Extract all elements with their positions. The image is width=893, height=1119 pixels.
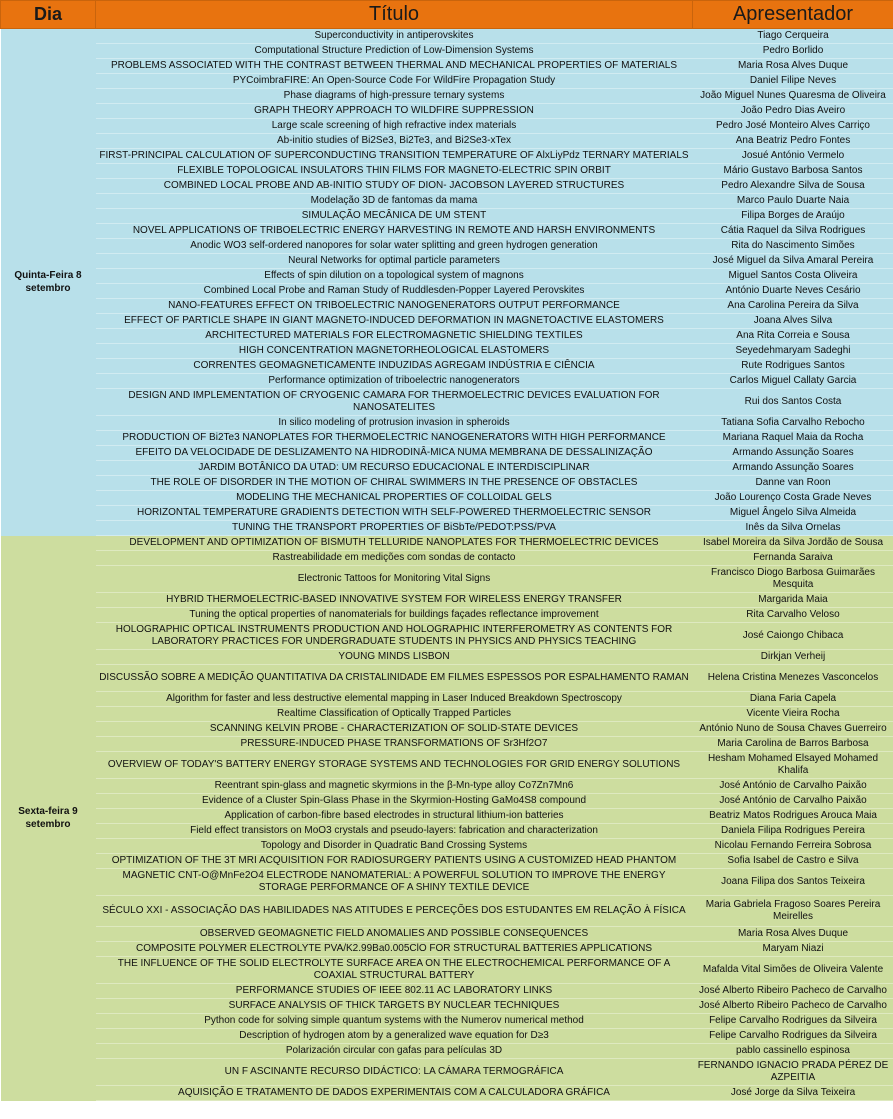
presenter-name: Rui dos Santos Costa: [693, 389, 893, 416]
table-row: [1, 809, 893, 824]
table-row: [1, 794, 893, 809]
talk-title: UN F ASCINANTE RECURSO DIDÁCTICO: LA CÁMARA TERMOGRÁFICA: [96, 1059, 693, 1086]
table-row: [1, 59, 893, 74]
talk-title: SIMULAÇÃO MECÂNICA DE UM STENT: [96, 209, 693, 224]
table-row: [1, 299, 893, 314]
talk-title: GRAPH THEORY APPROACH TO WILDFIRE SUPPRESSION: [96, 104, 693, 119]
talk-title: OVERVIEW OF TODAY'S BATTERY ENERGY STORAGE SYSTEMS AND TECHNOLOGIES FOR GRID ENERGY SOLUTIONS: [96, 752, 693, 779]
presenter-name: Miguel Ângelo Silva Almeida: [693, 506, 893, 521]
table-row: [1, 239, 893, 254]
talk-title: Application of carbon-fibre based electrodes in structural lithium-ion batteries: [96, 809, 693, 824]
table-row: [1, 89, 893, 104]
talk-title: Algorithm for faster and less destructive elemental mapping in Laser Induced Breakdown Spectroscopy: [96, 692, 693, 707]
table-row: [1, 623, 893, 650]
table-row: [1, 491, 893, 506]
presenter-name: Ana Rita Correia e Sousa: [693, 329, 893, 344]
presenter-name: Rute Rodrigues Santos: [693, 359, 893, 374]
talk-title: Field effect transistors on MoO3 crystals and pseudo-layers: fabrication and characterization: [96, 824, 693, 839]
table-row: [1, 314, 893, 329]
talk-title: HYBRID THERMOELECTRIC-BASED INNOVATIVE SYSTEM FOR WIRELESS ENERGY TRANSFER: [96, 593, 693, 608]
talk-title: Performance optimization of triboelectric nanogenerators: [96, 374, 693, 389]
talk-title: HOLOGRAPHIC OPTICAL INSTRUMENTS PRODUCTION AND HOLOGRAPHIC INTERFEROMETRY AS CONTENTS FOR LABORATORY PRACTICES FOR UNDERGRADUATE STUDENTS IN PHYSICS AND PHYSICS TEACHING: [96, 623, 693, 650]
presenter-name: Dirkjan Verheij: [693, 650, 893, 665]
talk-title: NOVEL APPLICATIONS OF TRIBOELECTRIC ENERGY HARVESTING IN REMOTE AND HARSH ENVIRONMENTS: [96, 224, 693, 239]
talk-title: HORIZONTAL TEMPERATURE GRADIENTS DETECTION WITH SELF-POWERED THERMOELECTRIC SENSOR: [96, 506, 693, 521]
table-row: [1, 344, 893, 359]
talk-title: NANO-FEATURES EFFECT ON TRIBOELECTRIC NANOGENERATORS OUTPUT PERFORMANCE: [96, 299, 693, 314]
presenter-name: Margarida Maia: [693, 593, 893, 608]
presenter-name: João Lourenço Costa Grade Neves: [693, 491, 893, 506]
talk-title: PERFORMANCE STUDIES OF IEEE 802.11 AC LABORATORY LINKS: [96, 984, 693, 999]
presenter-name: António Duarte Neves Cesário: [693, 284, 893, 299]
presenter-name: José Alberto Ribeiro Pacheco de Carvalho: [693, 984, 893, 999]
table-row: [1, 779, 893, 794]
table-row: [1, 359, 893, 374]
day-label-line1: Sexta-feira 9: [18, 806, 78, 817]
day-label-line2: setembro: [25, 283, 71, 295]
talk-title: EFFECT OF PARTICLE SHAPE IN GIANT MAGNETO-INDUCED DEFORMATION IN MAGNETOACTIVE ELASTOMERS: [96, 314, 693, 329]
talk-title: FLEXIBLE TOPOLOGICAL INSULATORS THIN FILMS FOR MAGNETO-ELECTRIC SPIN ORBIT: [96, 164, 693, 179]
talk-title: COMPOSITE POLYMER ELECTROLYTE PVA/K2.99Ba0.005ClO FOR STRUCTURAL BATTERIES APPLICATIONS: [96, 942, 693, 957]
presenter-name: Mafalda Vital Simões de Oliveira Valente: [693, 957, 893, 984]
table-row: [1, 1044, 893, 1059]
presenter-name: Joana Filipa dos Santos Teixeira: [693, 869, 893, 896]
talk-title: Ab-initio studies of Bi2Se3, Bi2Te3, and Bi2Se3-xTex: [96, 134, 693, 149]
presenter-name: José António de Carvalho Paixão: [693, 779, 893, 794]
presenter-name: José Miguel da Silva Amaral Pereira: [693, 254, 893, 269]
presenter-name: pablo cassinello espinosa: [693, 1044, 893, 1059]
presenter-name: José Alberto Ribeiro Pacheco de Carvalho: [693, 999, 893, 1014]
presenter-name: Inês da Silva Ornelas: [693, 521, 893, 536]
table-row: [1, 254, 893, 269]
presenter-name: Daniela Filipa Rodrigues Pereira: [693, 824, 893, 839]
presenter-name: Tiago Cerqueira: [693, 29, 893, 44]
presenter-name: FERNANDO IGNACIO PRADA PÉREZ DE AZPEITIA: [693, 1059, 893, 1086]
table-row: [1, 999, 893, 1014]
table-row: [1, 692, 893, 707]
column-header-apresentador: Apresentador: [693, 1, 893, 29]
table-row: [1, 374, 893, 389]
presenter-name: Felipe Carvalho Rodrigues da Silveira: [693, 1029, 893, 1044]
header-row: [1, 1, 893, 29]
talk-title: JARDIM BOTÂNICO DA UTAD: UM RECURSO EDUCACIONAL E INTERDISCIPLINAR: [96, 461, 693, 476]
table-row: [1, 839, 893, 854]
table-row: [1, 209, 893, 224]
table-row: [1, 608, 893, 623]
table-row: [1, 179, 893, 194]
talk-title: Modelação 3D de fantomas da mama: [96, 194, 693, 209]
presenter-name: Daniel Filipe Neves: [693, 74, 893, 89]
table-row: [1, 536, 893, 551]
table-row: [1, 134, 893, 149]
presenter-name: Sofia Isabel de Castro e Silva: [693, 854, 893, 869]
talk-title: Phase diagrams of high-pressure ternary systems: [96, 89, 693, 104]
presenter-name: João Pedro Dias Aveiro: [693, 104, 893, 119]
talk-title: Python code for solving simple quantum systems with the Numerov numerical method: [96, 1014, 693, 1029]
table-row: [1, 1029, 893, 1044]
column-header-dia: Dia: [1, 1, 96, 29]
table-row: [1, 566, 893, 593]
presenter-name: Mário Gustavo Barbosa Santos: [693, 164, 893, 179]
presenter-name: Tatiana Sofia Carvalho Rebocho: [693, 416, 893, 431]
presenter-name: Felipe Carvalho Rodrigues da Silveira: [693, 1014, 893, 1029]
table-row: [1, 551, 893, 566]
talk-title: SCANNING KELVIN PROBE - CHARACTERIZATION OF SOLID-STATE DEVICES: [96, 722, 693, 737]
presenter-name: Isabel Moreira da Silva Jordão de Sousa: [693, 536, 893, 551]
presenter-name: Carlos Miguel Callaty Garcia: [693, 374, 893, 389]
talk-title: YOUNG MINDS LISBON: [96, 650, 693, 665]
talk-title: THE INFLUENCE OF THE SOLID ELECTROLYTE SURFACE AREA ON THE ELECTROCHEMICAL PERFORMANCE OF A COAXIAL STRUCTURAL BATTERY: [96, 957, 693, 984]
table-row: [1, 44, 893, 59]
talk-title: DEVELOPMENT AND OPTIMIZATION OF BISMUTH TELLURIDE NANOPLATES FOR THERMOELECTRIC DEVICES: [96, 536, 693, 551]
table-row: [1, 149, 893, 164]
talk-title: AQUISIÇÃO E TRATAMENTO DE DADOS EXPERIMENTAIS COM A CALCULADORA GRÁFICA: [96, 1086, 693, 1101]
presenter-name: Francisco Diogo Barbosa Guimarães Mesquita: [693, 566, 893, 593]
presenter-name: Cátia Raquel da Silva Rodrigues: [693, 224, 893, 239]
talk-title: Combined Local Probe and Raman Study of Ruddlesden-Popper Layered Perovskites: [96, 284, 693, 299]
presenter-name: Maryam Niazi: [693, 942, 893, 957]
presenter-name: Helena Cristina Menezes Vasconcelos: [693, 665, 893, 692]
talk-title: PRESSURE-INDUCED PHASE TRANSFORMATIONS OF Sr3Hf2O7: [96, 737, 693, 752]
talk-title: PYCoimbraFIRE: An Open-Source Code For WildFire Propagation Study: [96, 74, 693, 89]
presenter-name: Diana Faria Capela: [693, 692, 893, 707]
talk-title: Large scale screening of high refractive index materials: [96, 119, 693, 134]
table-row: [1, 722, 893, 737]
presenter-name: Hesham Mohamed Elsayed Mohamed Khalifa: [693, 752, 893, 779]
table-row: [1, 1086, 893, 1101]
talk-title: Realtime Classification of Optically Trapped Particles: [96, 707, 693, 722]
day-label-line1: Quinta-Feira 8: [14, 270, 82, 282]
talk-title: DISCUSSÃO SOBRE A MEDIÇÃO QUANTITATIVA DA CRISTALINIDADE EM FILMES ESPESSOS POR ESPALHAMENTO RAMAN: [96, 665, 693, 692]
talk-title: Effects of spin dilution on a topological system of magnons: [96, 269, 693, 284]
presenter-name: Rita do Nascimento Simões: [693, 239, 893, 254]
table-row: [1, 896, 893, 927]
talk-title: Neural Networks for optimal particle parameters: [96, 254, 693, 269]
table-row: [1, 389, 893, 416]
table-row: [1, 650, 893, 665]
table-row: [1, 284, 893, 299]
talk-title: ARCHITECTURED MATERIALS FOR ELECTROMAGNETIC SHIELDING TEXTILES: [96, 329, 693, 344]
talk-title: MAGNETIC CNT-O@MnFe2O4 ELECTRODE NANOMATERIAL: A POWERFUL SOLUTION TO IMPROVE THE ENERGY STORAGE PERFORMANCE OF A SHINY TEXTILE DEVICE: [96, 869, 693, 896]
presenter-name: Danne van Roon: [693, 476, 893, 491]
talk-title: OBSERVED GEOMAGNETIC FIELD ANOMALIES AND POSSIBLE CONSEQUENCES: [96, 927, 693, 942]
presenter-name: João Miguel Nunes Quaresma de Oliveira: [693, 89, 893, 104]
table-row: [1, 869, 893, 896]
talk-title: In silico modeling of protrusion invasion in spheroids: [96, 416, 693, 431]
table-row: [1, 984, 893, 999]
talk-title: Evidence of a Cluster Spin-Glass Phase in the Skyrmion-Hosting GaMo4S8 compound: [96, 794, 693, 809]
table-row: [1, 824, 893, 839]
table-row: [1, 224, 893, 239]
table-row: [1, 752, 893, 779]
talk-title: Electronic Tattoos for Monitoring Vital Signs: [96, 566, 693, 593]
table-row: [1, 119, 893, 134]
presenter-name: Maria Rosa Alves Duque: [693, 927, 893, 942]
presenter-name: Pedro Borlido: [693, 44, 893, 59]
presenter-name: Rita Carvalho Veloso: [693, 608, 893, 623]
talk-title: Reentrant spin-glass and magnetic skyrmions in the β-Mn-type alloy Co7Zn7Mn6: [96, 779, 693, 794]
talk-title: Anodic WO3 self-ordered nanopores for solar water splitting and green hydrogen generation: [96, 239, 693, 254]
talk-title: MODELING THE MECHANICAL PROPERTIES OF COLLOIDAL GELS: [96, 491, 693, 506]
talk-title: DESIGN AND IMPLEMENTATION OF CRYOGENIC CAMARA FOR THERMOELECTRIC DEVICES EVALUATION FOR NANOSATELITES: [96, 389, 693, 416]
table-row: [1, 476, 893, 491]
column-header-titulo: Título: [96, 1, 693, 29]
presenter-name: Nicolau Fernando Ferreira Sobrosa: [693, 839, 893, 854]
day-cell: [1, 29, 96, 536]
table-row: [1, 665, 893, 692]
talk-title: EFEITO DA VELOCIDADE DE DESLIZAMENTO NA HIDRODINÂ-MICA NUMA MEMBRANA DE DESSALINIZAÇÃO: [96, 446, 693, 461]
talk-title: Topology and Disorder in Quadratic Band Crossing Systems: [96, 839, 693, 854]
friday-section: [1, 536, 893, 1101]
presenter-name: Maria Gabriela Fragoso Soares Pereira Meirelles: [693, 896, 893, 927]
presenter-name: Vicente Vieira Rocha: [693, 707, 893, 722]
table-row: [1, 446, 893, 461]
table-row: [1, 431, 893, 446]
presenter-name: Beatriz Matos Rodrigues Arouca Maia: [693, 809, 893, 824]
presenter-name: José Jorge da Silva Teixeira: [693, 1086, 893, 1101]
thursday-section: [1, 29, 893, 536]
talk-title: HIGH CONCENTRATION MAGNETORHEOLOGICAL ELASTOMERS: [96, 344, 693, 359]
table-row: [1, 104, 893, 119]
table-row: [1, 74, 893, 89]
table-row: [1, 506, 893, 521]
presenter-name: Pedro Alexandre Silva de Sousa: [693, 179, 893, 194]
talk-title: Tuning the optical properties of nanomaterials for buildings façades reflectance improvement: [96, 608, 693, 623]
presenter-name: Armando Assunção Soares: [693, 461, 893, 476]
talk-title: OPTIMIZATION OF THE 3T MRI ACQUISITION FOR RADIOSURGERY PATIENTS USING A CUSTOMIZED HEAD PHANTOM: [96, 854, 693, 869]
presenter-name: Marco Paulo Duarte Naia: [693, 194, 893, 209]
day-cell: [1, 536, 96, 1101]
table-row: [1, 416, 893, 431]
table-row: [1, 194, 893, 209]
talk-title: THE ROLE OF DISORDER IN THE MOTION OF CHIRAL SWIMMERS IN THE PRESENCE OF OBSTACLES: [96, 476, 693, 491]
talk-title: Superconductivity in antiperovskites: [96, 29, 693, 44]
talk-title: FIRST-PRINCIPAL CALCULATION OF SUPERCONDUCTING TRANSITION TEMPERATURE OF AlxLiyPdz TERNARY MATERIALS: [96, 149, 693, 164]
talk-title: Description of hydrogen atom by a generalized wave equation for D≥3: [96, 1029, 693, 1044]
table-row: [1, 1059, 893, 1086]
talk-title: Computational Structure Prediction of Low-Dimension Systems: [96, 44, 693, 59]
table-row: [1, 957, 893, 984]
presenter-name: Joana Alves Silva: [693, 314, 893, 329]
presenter-name: Seyedehmaryam Sadeghi: [693, 344, 893, 359]
presenter-name: António Nuno de Sousa Chaves Guerreiro: [693, 722, 893, 737]
table-row: [1, 854, 893, 869]
presenter-name: Ana Carolina Pereira da Silva: [693, 299, 893, 314]
talk-title: PRODUCTION OF Bi2Te3 NANOPLATES FOR THERMOELECTRIC NANOGENERATORS WITH HIGH PERFORMANCE: [96, 431, 693, 446]
presenter-name: Pedro José Monteiro Alves Carriço: [693, 119, 893, 134]
table-row: [1, 521, 893, 536]
talk-title: Polarización circular con gafas para películas 3D: [96, 1044, 693, 1059]
presenter-name: Filipa Borges de Araújo: [693, 209, 893, 224]
table-row: [1, 269, 893, 284]
table-row: [1, 1014, 893, 1029]
presenter-name: Maria Rosa Alves Duque: [693, 59, 893, 74]
presenter-name: Fernanda Saraiva: [693, 551, 893, 566]
table-row: [1, 737, 893, 752]
talk-title: COMBINED LOCAL PROBE AND AB-INITIO STUDY OF DION- JACOBSON LAYERED STRUCTURES: [96, 179, 693, 194]
presenter-name: Mariana Raquel Maia da Rocha: [693, 431, 893, 446]
presenter-name: Maria Carolina de Barros Barbosa: [693, 737, 893, 752]
talk-title: SÉCULO XXI - ASSOCIAÇÃO DAS HABILIDADES NAS ATITUDES E PERCEÇÕES DOS ESTUDANTES EM RELAÇÃO À FÍSICA: [96, 896, 693, 927]
table-row: [1, 927, 893, 942]
table-row: [1, 942, 893, 957]
presenter-name: José Caiongo Chibaca: [693, 623, 893, 650]
talk-title: PROBLEMS ASSOCIATED WITH THE CONTRAST BETWEEN THERMAL AND MECHANICAL PROPERTIES OF MATERIALS: [96, 59, 693, 74]
talk-title: CORRENTES GEOMAGNETICAMENTE INDUZIDAS AGREGAM INDÚSTRIA E CIÊNCIA: [96, 359, 693, 374]
day-label-line2: setembro: [25, 819, 71, 830]
presenter-name: Ana Beatriz Pedro Fontes: [693, 134, 893, 149]
table-row: [1, 461, 893, 476]
presenter-name: José António de Carvalho Paixão: [693, 794, 893, 809]
talk-title: TUNING THE TRANSPORT PROPERTIES OF BiSbTe/PEDOT:PSS/PVA: [96, 521, 693, 536]
table-row: [1, 707, 893, 722]
talk-title: SURFACE ANALYSIS OF THICK TARGETS BY NUCLEAR TECHNIQUES: [96, 999, 693, 1014]
presenter-name: Armando Assunção Soares: [693, 446, 893, 461]
presenter-name: Miguel Santos Costa Oliveira: [693, 269, 893, 284]
presenter-name: Josué António Vermelo: [693, 149, 893, 164]
talk-title: Rastreabilidade em medições com sondas de contacto: [96, 551, 693, 566]
table-row: [1, 29, 893, 44]
table-row: [1, 593, 893, 608]
table-row: [1, 164, 893, 179]
table-row: [1, 329, 893, 344]
